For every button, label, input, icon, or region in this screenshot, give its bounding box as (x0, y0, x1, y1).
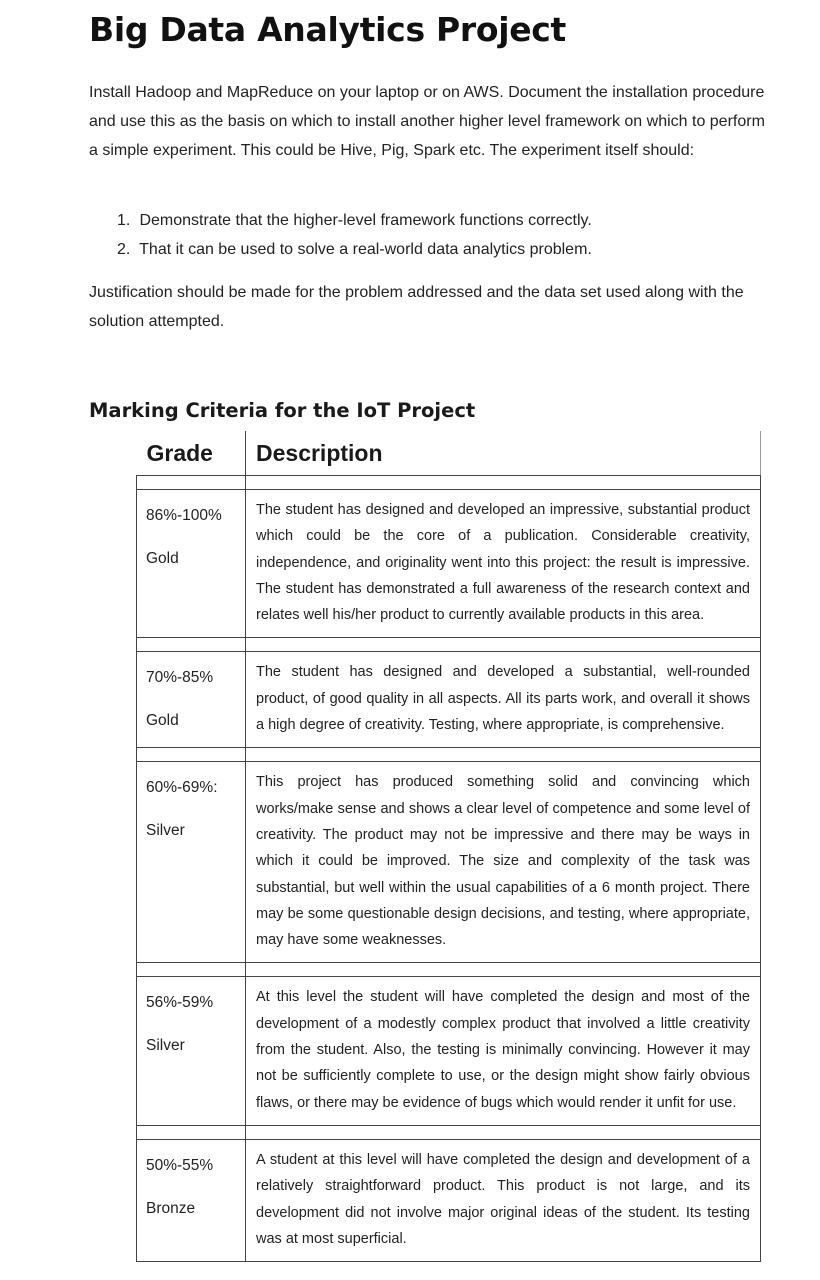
grade-description: A student at this level will have completed the design and development of a relatively straightforward product. This product is not large, and its development did not involve major original ideas of the student. Its testing was at most superficial. (256, 1151, 750, 1247)
marking-criteria-title: Marking Criteria for the IoT Project (89, 399, 476, 422)
description-cell (246, 762, 761, 963)
grade-medal: Gold (146, 550, 179, 567)
list-item-number: 1. (117, 212, 131, 229)
grade-range: 70%-85% (146, 669, 214, 687)
requirements-list (117, 206, 777, 264)
page-title: Big Data Analytics Project (89, 10, 567, 49)
description-cell (246, 652, 761, 748)
grade-medal: Bronze (146, 1199, 196, 1217)
marking-criteria-table (136, 431, 761, 1262)
table-spacer-row (137, 476, 761, 490)
grade-cell (137, 977, 246, 1125)
table-row (137, 490, 761, 638)
table-row (137, 977, 761, 1125)
justification-paragraph: Justification should be made for the problem addressed and the data set used along with the solution attempted. (89, 284, 744, 330)
description-cell (246, 490, 761, 638)
list-item (117, 206, 777, 235)
table-row (137, 762, 761, 963)
grade-medal: Silver (146, 1037, 185, 1055)
grade-cell (137, 1139, 246, 1261)
grade-range: 60%-69%: (146, 779, 218, 797)
grade-range: 86%-100% (146, 507, 222, 524)
list-item-number: 2. (117, 241, 131, 258)
grade-column-header: Grade (137, 431, 246, 476)
table-spacer-row (137, 963, 761, 977)
table-row (137, 1139, 761, 1261)
description-cell (246, 1139, 761, 1261)
intro-paragraph: Install Hadoop and MapReduce on your laptop or on AWS. Document the installation procedure and use this as the basis on which to install another higher level framework on which to perform a simple experiment. This could be Hive, Pig, Spark etc. The experiment itself should: (89, 84, 765, 159)
grade-medal: Silver (146, 822, 185, 840)
grade-range: 56%-59% (146, 994, 214, 1012)
grade-description: The student has designed and developed an impressive, substantial product which could be the core of a publication. Considerable creativity, independence, and originality went into this project: the result is impressive. The student has demonstrated a full awareness of the research context and relates well his/her product to currently available products in this area. (256, 502, 750, 624)
table-row (137, 652, 761, 748)
grade-medal: Gold (146, 712, 179, 730)
grade-cell (137, 762, 246, 963)
table-spacer-row (137, 748, 761, 762)
grade-cell (137, 490, 246, 638)
table-spacer-row (137, 1125, 761, 1139)
grade-description: The student has designed and developed a substantial, well-rounded product, of good quality in all aspects. All its parts work, and overall it shows a high degree of creativity. Testing, where appropriate, is comprehensive. (256, 664, 750, 734)
list-item-text: That it can be used to solve a real-world data analytics problem. (139, 241, 592, 258)
list-item (117, 235, 777, 264)
grade-description: This project has produced something solid and convincing which works/make sense and shows a clear level of competence and some level of creativity. The product may not be impressive and there may be ways in which it could be improved. The size and complexity of the task was substantial, but well within the usual capabilities of a 6 month project. There may be some questionable design decisions, and testing, where appropriate, may have some weaknesses. (256, 774, 750, 949)
description-cell (246, 977, 761, 1125)
list-item-text: Demonstrate that the higher-level framework functions correctly. (139, 212, 592, 229)
table-header-row (137, 431, 761, 476)
table-spacer-row (137, 638, 761, 652)
grade-range: 50%-55% (146, 1156, 214, 1174)
grade-description: At this level the student will have completed the design and most of the development of a modestly complex product that involved a little creativity from the student. Also, the testing is minimally convincing. However it may not be sufficiently complete to use, or the design might show fairly obvious flaws, or there may be evidence of bugs which would render it unfit for use. (256, 989, 750, 1111)
description-column-header: Description (246, 431, 761, 476)
grade-cell (137, 652, 246, 748)
